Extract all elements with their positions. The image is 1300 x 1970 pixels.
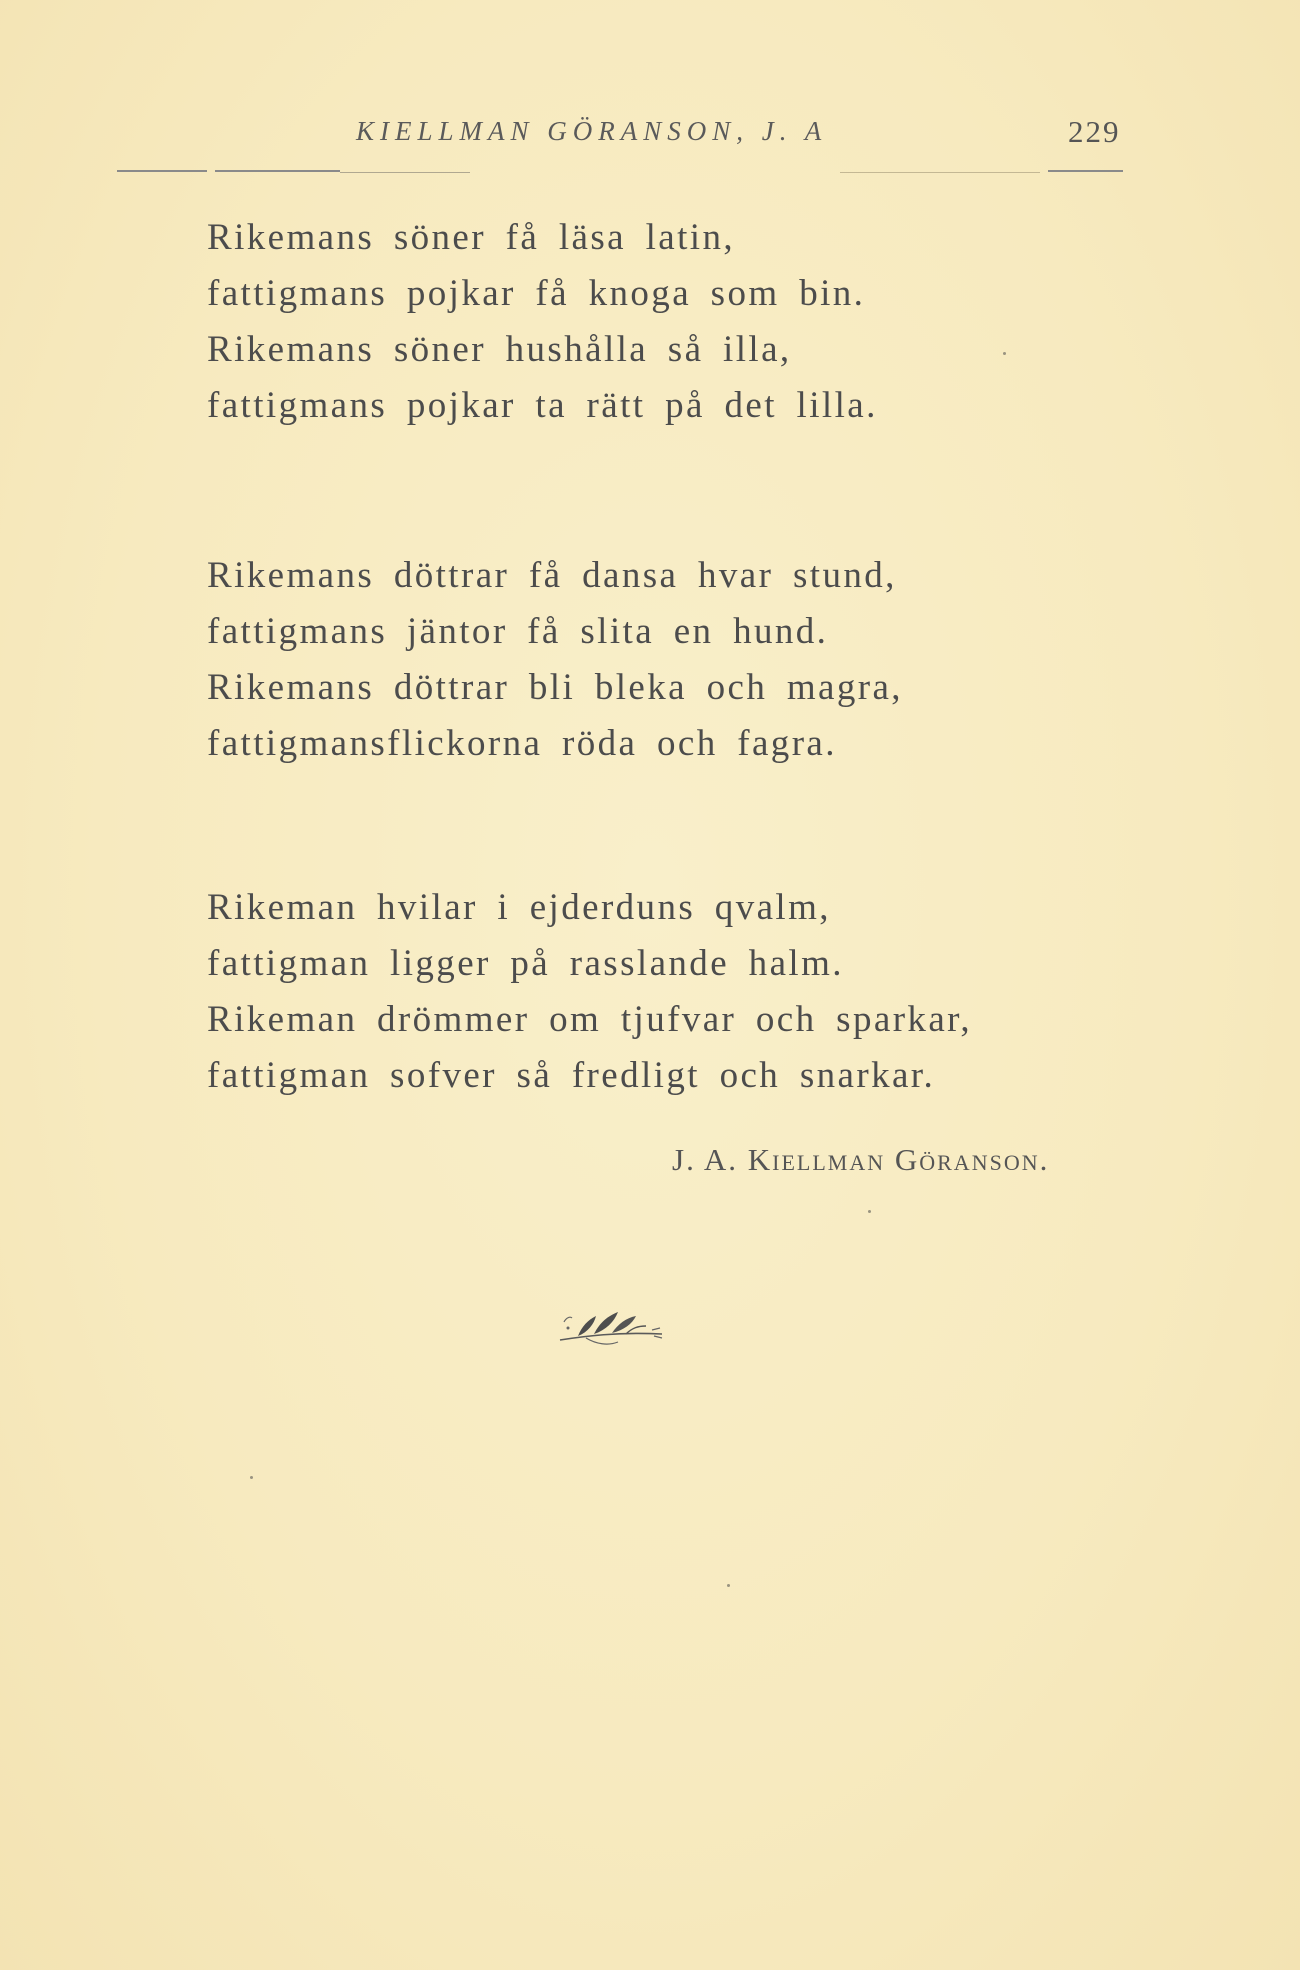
poem-line: fattigman ligger på rasslande halm. <box>207 943 844 984</box>
poem-line: fattigmansflickorna röda och fagra. <box>207 723 837 764</box>
poem-line: fattigmans pojkar ta rätt på det lilla. <box>207 385 878 426</box>
header-rule <box>215 170 340 172</box>
poem-line: Rikemans söner få läsa latin, <box>207 217 736 258</box>
page-number: 229 <box>1068 114 1121 149</box>
poem-line: fattigmans pojkar få knoga som bin. <box>207 273 866 314</box>
header-rule <box>340 172 470 173</box>
leaf-sprig-icon <box>556 1292 676 1352</box>
poem-stanza-1 <box>207 210 878 434</box>
poem-line: Rikemans döttrar få dansa hvar stund, <box>207 555 897 596</box>
running-head: KIELLMAN GÖRANSON, J. A <box>356 116 828 146</box>
poem-line: fattigmans jäntor få slita en hund. <box>207 611 829 652</box>
poem-line: fattigman sofver så fredligt och snarkar. <box>207 1055 936 1096</box>
poem-line: Rikemans söner hushålla så illa, <box>207 329 792 370</box>
paper-speck <box>727 1584 730 1587</box>
poem-stanza-2 <box>207 548 903 772</box>
paper-speck <box>868 1210 871 1213</box>
paper-speck <box>250 1476 253 1479</box>
poem-line: Rikeman hvilar i ejderduns qvalm, <box>207 887 831 928</box>
poem-line: Rikeman drömmer om tjufvar och sparkar, <box>207 999 973 1040</box>
paper-speck <box>1003 352 1006 355</box>
poem-stanza-3 <box>207 880 972 1104</box>
header-rule <box>840 172 1040 173</box>
header-rule <box>1048 170 1123 172</box>
header-rule <box>117 170 207 172</box>
poem-line: Rikemans döttrar bli bleka och magra, <box>207 667 903 708</box>
author-signature: J. A. Kiellman Göranson. <box>672 1142 1050 1177</box>
